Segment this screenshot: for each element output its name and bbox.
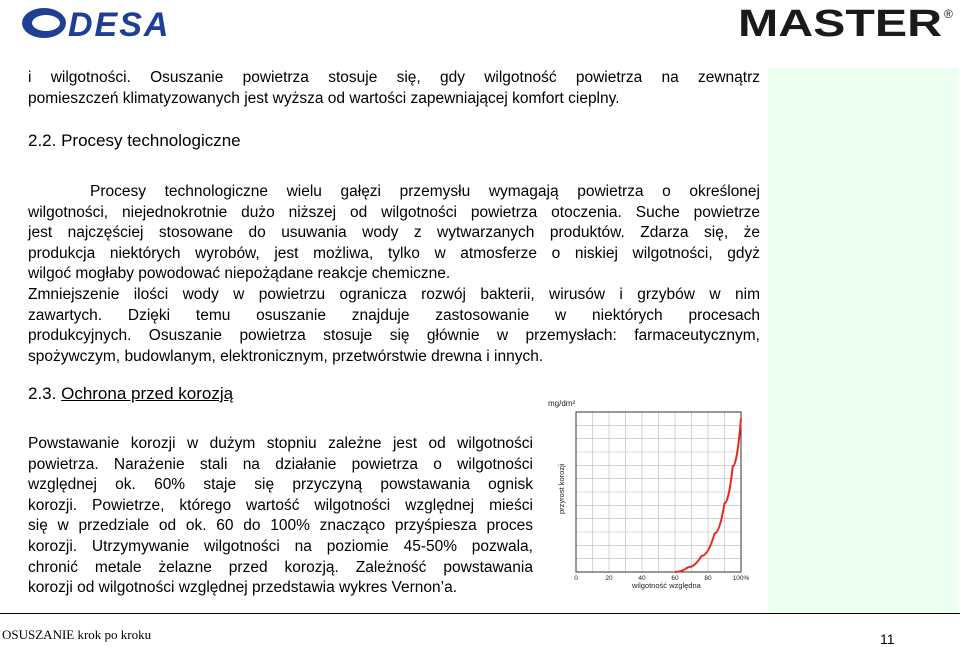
x-tick-label: 0 [574,575,578,582]
paragraph-line: produkcja niektórych wyrobów, jest możliwa, tylko w atmosferze o niskiej wilgotności, gdyż [28,244,760,262]
paragraph-line: Zmniejszenie ilości wody w powietrzu ogranicza rozwój bakterii, wirusów i grzybów w nim [28,286,760,303]
chart-grid [576,412,741,572]
desa-logo-text: DESA [68,6,171,40]
registered-mark: ® [944,7,953,21]
paragraph-line: jest najczęściej stosowane do usuwania wody z wytwarzanych produktów. Zdarza się, że [28,224,760,242]
section-number: 2.3. [28,384,57,403]
paragraph-line: względnej ok. 60% staje się przyczyną powstawania ognisk [28,476,533,494]
footer-title: OSUSZANIE krok po kroku [2,627,152,642]
paragraph-line: chronić metale żelazne przed korozją. Zależność powstawania [28,558,533,576]
paragraph-line: Powstawanie korozji w dużym stopniu zależne jest od wilgotności [28,435,533,452]
paragraph-line: wilgotności, niejednokrotnie dużo niższej od wilgotności powietrza otoczenia. Suche powietrze [28,203,760,221]
page-number: 11 [880,631,895,647]
y-unit-label: mg/dm² [548,399,576,408]
paragraph-line: spożywczym, budowlanym, elektronicznym, przetwórstwie drewna i innych. [28,347,544,365]
desa-logo [20,6,210,40]
x-tick-label: 80 [704,575,712,582]
x-axis-label: wilgotność względna [632,581,701,590]
paragraph-line: korozji od wilgotności względnej przedstawia wykres Vernon’a. [28,579,458,597]
x-tick-label: 20 [605,575,613,582]
paragraph-line: powietrza. Narażenie stali na działanie powietrza o wilgotności [28,455,533,473]
paragraph-line: się w przedziale od ok. 60 do 100% znacząco przyśpiesza proces [28,517,533,535]
decorative-side-band [768,68,958,612]
footer-rule [0,613,960,614]
paragraph-line: produkcyjnych. Osuszanie powietrza stosuje się głównie w przemysłach: farmaceutycznym, [28,327,760,345]
intro-line-1: i wilgotności. Osuszanie powietrza stosuje się, gdy wilgotność powietrza na zewnątrz [28,69,760,86]
paragraph-line: korozji. Powietrze, którego wartość wilgotności względnej mieści [28,496,533,514]
master-logo-text: MASTER [738,4,942,40]
paragraph-line: wilgoć mogłaby powodować niepożądane reakcje chemiczne. [28,265,451,283]
y-axis-label: przyrost korozji [557,463,566,514]
x-tick-label: 60 [671,575,679,582]
x-tick-label: 40 [638,575,646,582]
intro-line-2: pomieszczeń klimatyzowanych jest wyższa od wartości zapewniającej komfort cieplny. [28,90,620,107]
master-logo [738,4,958,40]
section-heading-2-3 [28,383,233,405]
paragraph-line: Procesy technologiczne wielu gałęzi przemysłu wymagają powietrza o określonej [90,183,760,200]
vernon-corrosion-chart [540,392,765,592]
paragraph-line: zawartych. Dzięki temu osuszanie znajduje zastosowanie w niektórych procesach [28,306,760,324]
section-heading-2-2: 2.2. Procesy technologiczne [28,131,241,150]
paragraph-line: korozji. Utrzymywanie wilgotności na poziomie 45-50% pozwala, [28,538,533,555]
x-tick-label: 100% [732,575,750,582]
section-title: Ochrona przed korozją [61,384,234,403]
